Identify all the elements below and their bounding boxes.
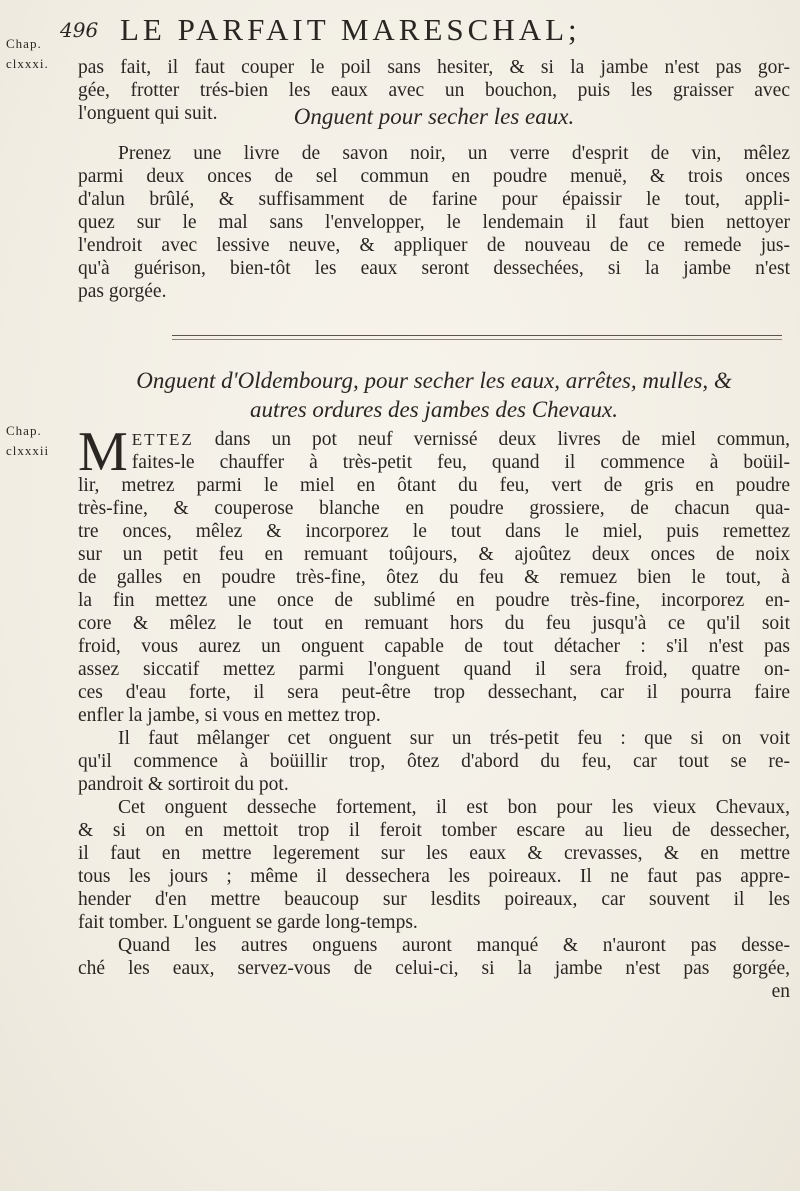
- text-line: qu'il commence à boüillir trop, ôtez d'abord du feu, car tout se re-: [78, 751, 790, 772]
- section-divider-thin: [172, 339, 782, 340]
- text-line: sur un petit feu en remuant toûjours, & ajoûtez deux onces de noix: [78, 544, 790, 565]
- text-line: quez sur le mal sans l'envelopper, le lendemain il faut bien nettoyer: [78, 212, 790, 233]
- text-line: d'alun brûlé, & suffisamment de farine pour épaissir le tout, appli-: [78, 189, 790, 210]
- margin-chap-number: clxxxi.: [6, 56, 49, 71]
- page-number: 496: [60, 18, 99, 42]
- text-line: la fin mettez une once de sublimé en poudre très-fine, incorporez en-: [78, 590, 790, 611]
- text-line: hender d'en mettre beaucoup sur lesdits poireaux, car souvent il les: [78, 889, 790, 910]
- text-fragment: dans un pot neuf vernissé deux livres de miel commun,: [193, 429, 790, 450]
- recipe-title-oldembourg: [78, 366, 790, 424]
- text-line: tre onces, mêlez & incorporez le tout dans le miel, puis remettez: [78, 521, 790, 542]
- drop-cap: M: [78, 421, 128, 483]
- title-line: autres ordures des jambes des Chevaux.: [250, 397, 618, 422]
- margin-chap-label: Chap.: [6, 423, 42, 438]
- margin-chap-label: Chap.: [6, 36, 42, 51]
- section-divider: [172, 335, 782, 336]
- paragraph-recipe-1: [78, 142, 790, 303]
- text-line: gée, frotter trés-bien les eaux avec un bouchon, puis les graisser avec: [78, 80, 790, 101]
- running-title: LE PARFAIT MARESCHAL;: [120, 12, 581, 47]
- text-line: Cet onguent desseche fortement, il est bon pour les vieux Chevaux,: [118, 797, 790, 818]
- text-line: Quand les autres onguens auront manqué & n'auront pas desse-: [118, 935, 790, 956]
- text-line: l'onguent qui suit.: [78, 103, 218, 124]
- text-line: de galles en poudre très-fine, ôtez du feu & remuez bien le tout, à: [78, 567, 790, 588]
- catchword: en: [771, 981, 790, 1002]
- margin-chapter-181: [6, 34, 58, 74]
- text-line: tous les jours ; même il dessechera les poireaux. Il ne faut pas appre-: [78, 866, 790, 887]
- text-line: pas fait, il faut couper le poil sans hesiter, & si la jambe n'est pas gor-: [78, 57, 790, 78]
- text-line: Il faut mêlanger cet onguent sur un trés-petit feu : que si on voit: [118, 728, 790, 749]
- text-line: pandroit & sortiroit du pot.: [78, 774, 289, 795]
- text-line: & si on en mettoit trop il feroit tomber escare au lieu de dessecher,: [78, 820, 790, 841]
- text-line: qu'à guérison, bien-tôt les eaux seront dessechées, si la jambe n'est: [78, 258, 790, 279]
- text-line: fait tomber. L'onguent se garde long-temps.: [78, 912, 418, 933]
- text-line: enfler la jambe, si vous en mettez trop.: [78, 705, 381, 726]
- text-line: faites-le chauffer à très-petit feu, quand il commence à boüil-: [131, 452, 790, 473]
- margin-chapter-182: [6, 421, 58, 461]
- text-line: assez siccatif mettez parmi l'onguent quand il sera froid, quatre on-: [78, 659, 790, 680]
- recipe-title-onguent-eaux: Onguent pour secher les eaux.: [293, 104, 575, 129]
- text-line: il faut en mettre legerement sur les eaux & crevasses, & en mettre: [78, 843, 790, 864]
- text-line: froid, vous aurez un onguent capable de tout détacher : s'il n'est pas: [78, 636, 790, 657]
- text-line: l'endroit avec lessive neuve, & appliquer de nouveau de ce remede jus-: [78, 235, 790, 256]
- title-line: Onguent d'Oldembourg, pour secher les eaux, arrêtes, mulles, &: [136, 368, 732, 393]
- text-line: parmi deux onces de sel commun en poudre menuë, & trois onces: [78, 166, 790, 187]
- text-line: [78, 428, 790, 451]
- text-line: pas gorgée.: [78, 281, 167, 302]
- margin-chap-number: clxxxii: [6, 443, 50, 458]
- text-line: ché les eaux, servez-vous de celui-ci, si la jambe n'est pas gorgée,: [78, 958, 790, 979]
- text-line: Prenez une livre de savon noir, un verre d'esprit de vin, mêlez: [118, 143, 790, 164]
- page-header: [60, 12, 780, 52]
- small-caps-word: ETTEZ: [131, 430, 194, 449]
- paragraph-recipe-2: [78, 421, 790, 1003]
- text-line: core & mêlez le tout en remuant hors du feu jusqu'à ce qu'il soit: [78, 613, 790, 634]
- text-line: très-fine, & couperose blanche en poudre grossiere, de chacun qua-: [78, 498, 790, 519]
- text-line: lir, metrez parmi le miel en ôtant du feu, vert de gris en poudre: [78, 475, 790, 496]
- text-line: ces d'eau forte, il sera peut-être trop dessechant, car il pourra faire: [78, 682, 790, 703]
